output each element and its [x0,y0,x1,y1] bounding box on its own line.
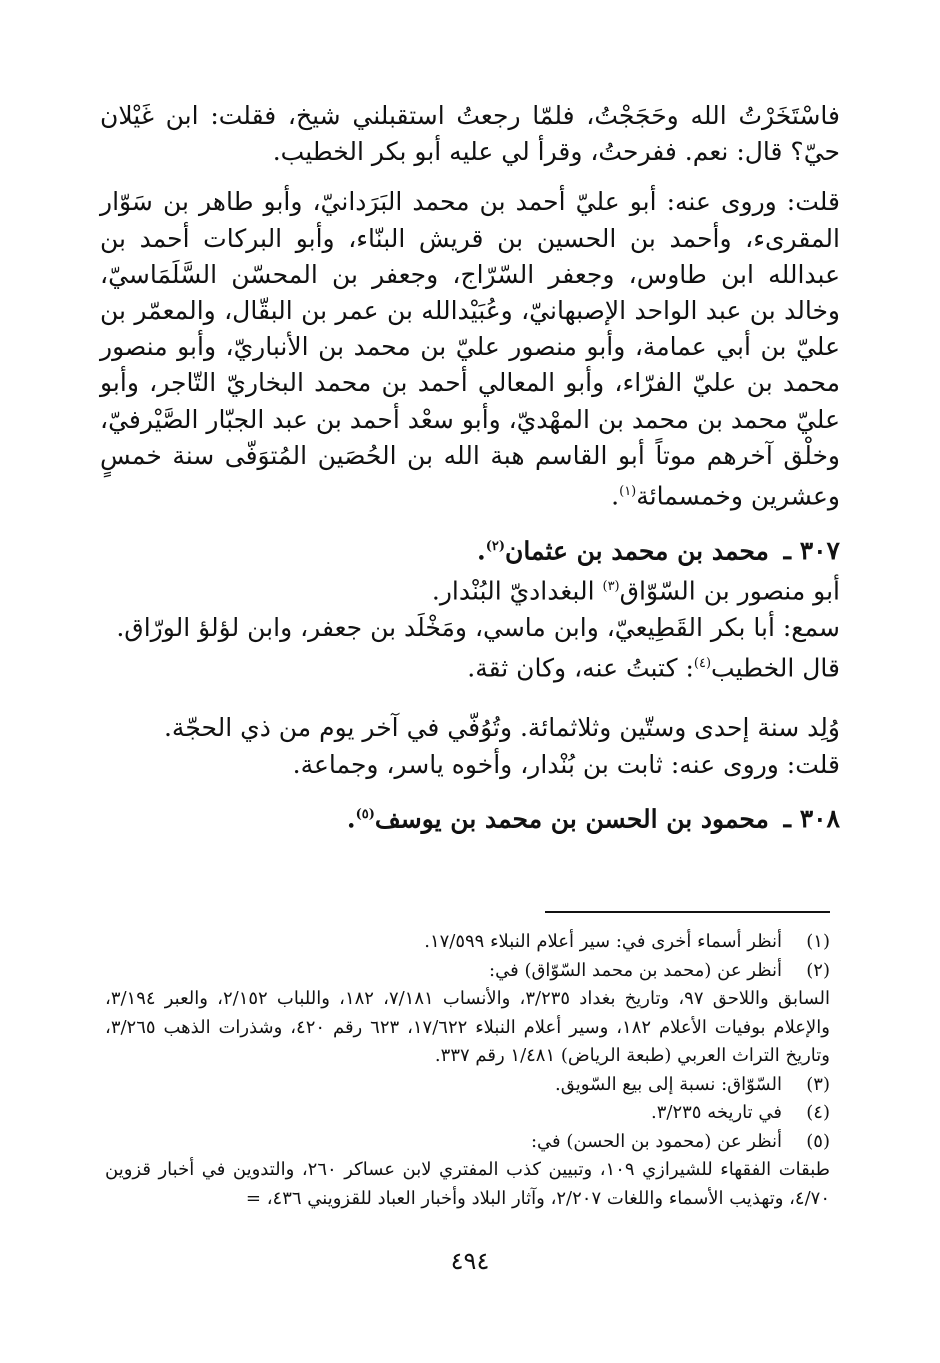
paragraph-7: قلت: وروى عنه: ثابت بن بُنْدار، وأخوه ياسر، وجماعة. [292,749,840,779]
paragraph-5-b: : كتبتُ عنه، وكان ثقة. [467,653,694,683]
footnote-text: في تاريخه ٣/٢٣٥. [650,1102,782,1123]
paragraph-3 [100,569,840,610]
entry-name-307: محمد بن محمد بن عثمان [505,535,769,565]
paragraph-2 [100,184,840,514]
footnote-text: أنظر عن (محمد بن محمد السّوّاق) في: [489,959,782,981]
footnote-text: السّوّاق: نسبة إلى بيع السّويق. [554,1073,782,1095]
footnote-ref-4: (٤) [693,655,712,671]
paragraph-5-a: قال الخطيب [711,653,840,683]
entry-number-308: ٣٠٨ ـ [783,804,840,834]
footnote-5 [105,1128,830,1157]
paragraph-3-a: أبو منصور بن السّوّاق [619,576,840,606]
footnote-number: (٤) [806,1102,830,1123]
paragraph-5 [100,646,840,687]
paragraph-1: فاسْتَخَرْتُ الله وحَجَجْتُ، فلمّا رجعتُ استقبلني شيخ، فقلت: ابن غَيْلان حيّ؟ قال: نعم. ففرحتُ، وقرأ لي عليه أبو بكر الخطيب. [100,101,840,167]
entry-end-307: . [477,535,486,565]
footnote-ref-5: (٥) [355,806,375,822]
footnote-2-sources: السابق واللاحق ٩٧، وتاريخ بغداد ٣/٢٣٥، والأنساب ٧/١٨١، ١٨٢، واللباب ٢/١٥٢، والعبر ٣/١٩٤، والإعلام بوفيات الأعلام ١٨٢، وسير أعلام النبلاء ١٧/٦٢٢، ٦٢٣ رقم ٤٢٠، وشذرات الذهب ٣/٢٦٥، وتاريخ التراث العربي (طبعة الرياض) ١/٤٨١ رقم ٣٣٧. [105,988,831,1066]
entry-name-308: محمود بن الحسن بن محمد بن يوسف [374,804,769,834]
entry-number-307: ٣٠٧ ـ [783,535,840,565]
paragraph-6: وُلِد سنة إحدى وستّين وثلاثمائة. وتُوُفّي في آخر يوم من ذي الحجّة. [163,713,840,743]
paragraph-3-b: البغداديّ البُنْدار. [431,576,603,606]
footnote-ref-3: (٣) [602,579,620,595]
entry-end-308: . [346,804,356,834]
footnote-number: (٣) [806,1073,830,1095]
footnote-3 [105,1071,830,1100]
footnote-2 [105,957,830,986]
footnote-number: (٥) [806,1130,830,1152]
footnote-number: (٢) [806,959,830,981]
entry-heading-308 [100,797,840,838]
footnote-4 [105,1099,830,1128]
footnote-ref-1: (١) [619,484,637,500]
footnote-divider [545,911,830,913]
footnote-text: أنظر أسماء أخرى في: سير أعلام النبلاء ١٧/٥٩٩. [424,931,782,952]
footnote-text: أنظر عن (محمود بن الحسن) في: [530,1130,782,1152]
footnote-ref-2: (٢) [485,538,506,554]
main-text [100,98,840,837]
footnotes [105,928,830,1213]
footnote-1 [105,928,830,957]
entry-heading-307 [100,529,840,570]
page-number: ٤٩٤ [450,1247,490,1275]
paragraph-2-text: قلت: وروى عنه: أبو عليّ أحمد بن محمد البَرَدانيّ، وأبو طاهر بن سَوّار المقرىء، وأحمد بن الحسين بن قريش البنّاء، وأبو البركات أحمد بن عبدالله ابن طاوس، وجعفر السّرّاج، وجعفر بن المحسّن السَّلَمَاسيّ، وخالد بن عبد الواحد الإصبهانيّ، وعُبَيْدالله بن عمر بن البقّال، والمعمّر بن عليّ بن أبي عمامة، وأبو منصور عليّ بن محمد بن الأنباريّ، وأبو منصور محمد بن عليّ الفرّاء، وأبو المعالي أحمد بن محمد البخاريّ التّاجر، وأبو عليّ محمد بن محمد بن المهْديّ، وأبو سعْد أحمد بن عبد الجبّار الصَّيْرفيّ، وخلْق آخرهم موتاً أبو القاسم هبة الله بن الحُصَين المُتوَفّى سنة خمسٍ وعشرين وخمسمائة [100,187,840,511]
paragraph-4: سمع: أبا بكر القَطِيعيّ، وابن ماسي، ومَخْلَد بن جعفر، وابن لؤلؤ الورّاق. [116,612,840,642]
footnote-5-sources: طبقات الفقهاء للشيرازي ١٠٩، وتبيين كذب المفتري لابن عساكر ٢٦٠، والتدوين في أخبار قزوين ٤/٧٠، وتهذيب الأسماء واللغات ٢/٢٠٧، وآثار البلاد وأخبار العباد للقزويني ٤٣٦، = [105,1159,831,1209]
footnote-number: (١) [806,931,830,952]
paragraph-2-end: . [611,481,620,511]
